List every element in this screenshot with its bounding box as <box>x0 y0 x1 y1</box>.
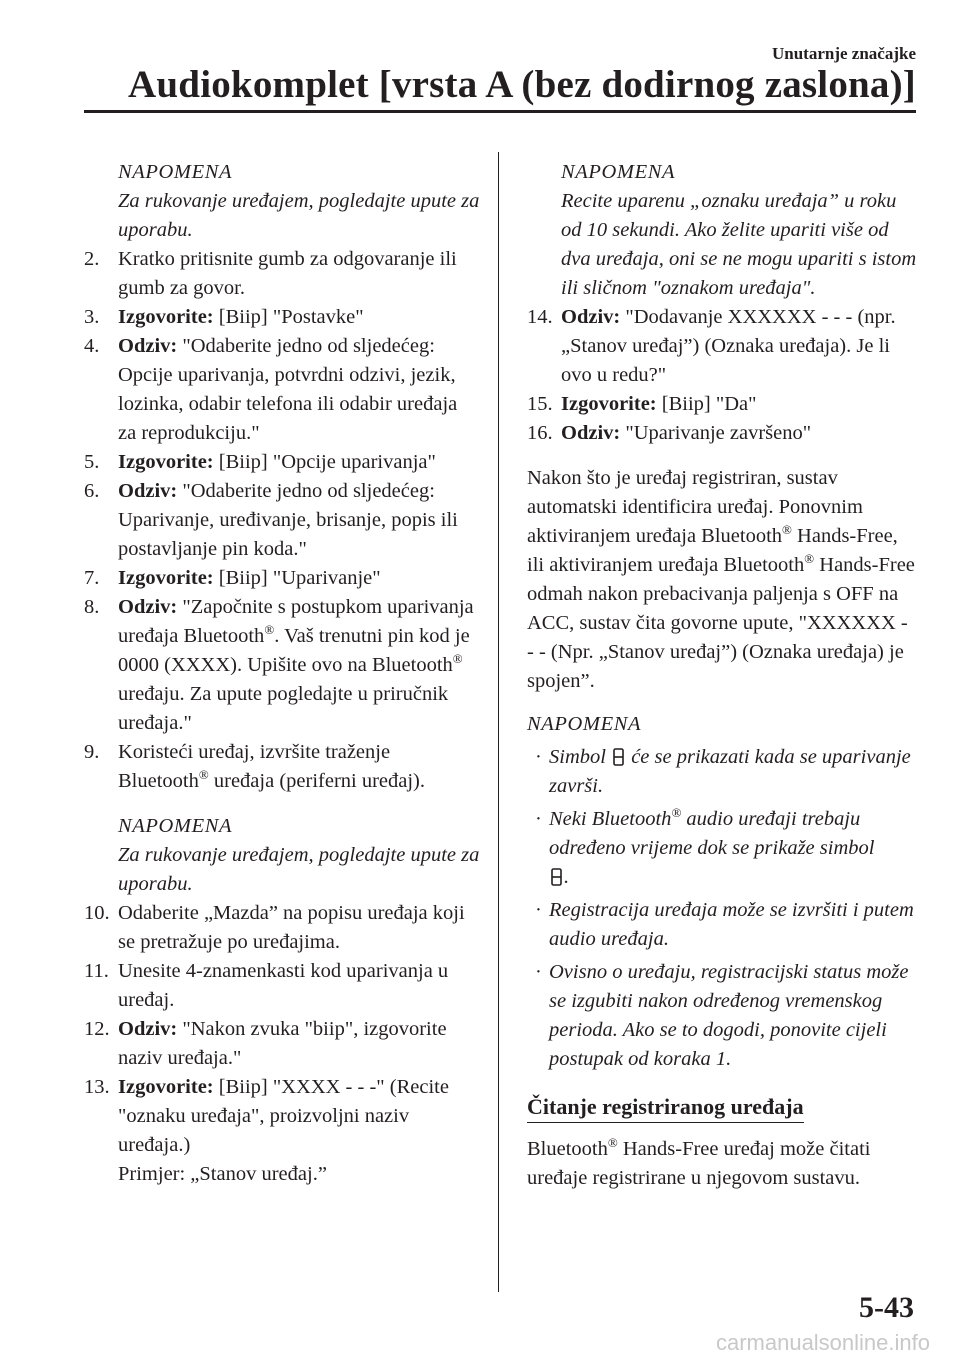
step-number: 2. <box>84 248 100 270</box>
step-item <box>527 390 919 419</box>
step-number: 4. <box>84 335 100 357</box>
paragraph <box>527 464 919 696</box>
header-section: Unutarnje značajke <box>771 44 916 63</box>
step-label: Izgovorite: <box>118 451 214 473</box>
bluetooth-icon <box>613 748 624 766</box>
step-text: Kratko pritisnite gumb za odgovaranje ili gumb za govor. <box>118 248 457 299</box>
step-number: 3. <box>84 306 100 328</box>
section-heading: Čitanje registriranog uređaja <box>527 1092 804 1123</box>
step-item <box>84 564 480 593</box>
bluetooth-icon <box>551 868 562 886</box>
note-text: Za rukovanje uređajem, pogledajte upute za uporabu. <box>118 190 480 241</box>
step-text: Koristeći uređaj, izvršite traženje Bluetooth <box>118 741 391 792</box>
steps-list-b <box>84 899 480 1160</box>
step-number: 12. <box>84 1018 110 1040</box>
registered-mark: ® <box>198 767 209 783</box>
step-label: Odziv: <box>561 306 621 328</box>
step-number: 6. <box>84 480 100 502</box>
step-text: "Dodavanje XXXXXX - - - (npr. „Stanov uređaj”) (Oznaka uređaja). Je li ovo u redu?" <box>561 306 896 386</box>
step-text: "Nakon zvuka "biip", izgovorite naziv uređaja." <box>118 1018 447 1069</box>
registered-mark: ® <box>804 551 815 567</box>
registered-mark: ® <box>452 651 463 667</box>
page-title: Audiokomplet [vrsta A (bez dodirnog zaslona)] <box>128 63 916 106</box>
note-title: NAPOMENA <box>561 161 676 183</box>
watermark: carmanualsonline.info <box>715 1330 930 1355</box>
step-text: [Biip] "Postavke" <box>213 306 364 328</box>
step-number: 15. <box>527 393 553 415</box>
step-number: 10. <box>84 902 110 924</box>
note-block <box>84 158 480 245</box>
step-item <box>84 332 480 448</box>
step-text: "Uparivanje završeno" <box>620 422 812 444</box>
list-item: · Simbol će se prikazati kada se uparivanje završi. <box>535 746 911 797</box>
step-text: uređaju. Za upute pogledajte u priručnik uređaja." <box>118 683 449 734</box>
note-block <box>84 812 480 899</box>
right-column <box>527 158 919 1193</box>
step-number: 11. <box>84 960 109 982</box>
note-text: Recite uparenu „oznaku uređaja” u roku od 10 sekundi. Ako želite upariti više od dva uređaja, oni se ne mogu upariti s istom ili sličnom "oznakom uređaja". <box>561 190 917 299</box>
list-item: · Neki Bluetooth® audio uređaji trebaju određeno vrijeme dok se prikaže simbol . <box>535 805 875 888</box>
step-9 <box>84 738 480 796</box>
step-item <box>84 1073 480 1160</box>
step-item <box>84 957 480 1015</box>
step-number: 7. <box>84 567 100 589</box>
step-number: 9. <box>84 741 100 763</box>
step-item <box>84 245 480 303</box>
left-column <box>84 158 480 1189</box>
step-text: "Odaberite jedno od sljedećeg: Opcije uparivanja, potvrdni odzivi, jezik, lozinka, odabir telefona ili odabir uređaja za reprodukciju." <box>118 335 458 444</box>
step-label: Odziv: <box>118 1018 178 1040</box>
step-text: Odaberite „Mazda” na popisu uređaja koji se pretražuje po uređajima. <box>118 902 465 953</box>
paragraph-text: Hands-Free, ili aktiviranjem uređaja Bluetooth <box>527 525 898 576</box>
paragraph-text: Nakon što je uređaj registriran, sustav automatski identificira uređaj. Ponovnim aktiviranjem uređaja Bluetooth <box>527 467 863 547</box>
steps-list-a <box>84 245 480 593</box>
step-text: Unesite 4-znamenkasti kod uparivanja u uređaj. <box>118 960 449 1011</box>
step-item <box>84 477 480 564</box>
step-item <box>84 448 480 477</box>
note-block <box>527 158 919 303</box>
step-text: "Započnite s postupkom uparivanja uređaja Bluetooth <box>118 596 474 647</box>
step-text: [Biip] "Uparivanje" <box>213 567 381 589</box>
step-number: 5. <box>84 451 100 473</box>
paragraph: Bluetooth® Hands-Free uređaj može čitati uređaje registrirane u njegovom sustavu. <box>527 1135 871 1189</box>
step-number: 16. <box>527 422 553 444</box>
step-text: "Odaberite jedno od sljedećeg: Uparivanje, uređivanje, brisanje, popis ili postavljanje pin koda." <box>118 480 458 560</box>
step-item <box>527 419 919 448</box>
step-text: uređaja (periferni uređaj). <box>208 770 426 792</box>
step-text: [Biip] "XXXX - - -" (Recite "oznaku uređaja", proizvoljni naziv uređaja.) <box>118 1076 449 1156</box>
list-item: · Ovisno o uređaju, registracijski status može se izgubiti nakon određenog vremenskog perioda. Ako se to dogodi, ponovite cijeli postupak od koraka 1. <box>535 961 909 1070</box>
step-text: [Biip] "Opcije uparivanja" <box>213 451 436 473</box>
step-number: 14. <box>527 306 553 328</box>
step-item <box>84 303 480 332</box>
note-title: NAPOMENA <box>118 815 233 837</box>
registered-mark: ® <box>264 622 275 638</box>
registered-mark: ® <box>782 522 792 538</box>
header-rule <box>84 110 916 113</box>
page-number: 5-43 <box>859 1291 914 1324</box>
steps-list-c <box>527 303 919 448</box>
step-8 <box>84 593 480 738</box>
list-item: · Registracija uređaja može se izvršiti i putem audio uređaja. <box>535 899 914 950</box>
step-number: 8. <box>84 596 100 618</box>
step-label: Izgovorite: <box>118 306 214 328</box>
column-divider <box>498 152 499 1292</box>
note-bullets <box>527 743 919 1074</box>
step-label: Izgovorite: <box>118 1076 214 1098</box>
registered-mark: ® <box>607 1135 618 1151</box>
step-item <box>527 303 919 390</box>
step-label: Izgovorite: <box>561 393 657 415</box>
step-label: Odziv: <box>118 335 178 357</box>
step-label: Odziv: <box>118 480 178 502</box>
note-text: Za rukovanje uređajem, pogledajte upute za uporabu. <box>118 844 480 895</box>
step-text: . Vaš trenutni pin kod je 0000 (XXXX). Upišite ovo na Bluetooth <box>118 625 470 676</box>
step-label: Izgovorite: <box>118 567 214 589</box>
step-text: [Biip] "Da" <box>656 393 757 415</box>
paragraph-text: Hands-Free odmah nakon prebacivanja paljenja s OFF na ACC, sustav čita govorne upute, "XXXXXX - - - (Npr. „Stanov uređaj”) (Oznaka uređaja) je spojen”. <box>527 554 915 692</box>
step-13-example: Primjer: „Stanov uređaj.” <box>118 1163 327 1185</box>
step-item <box>84 1015 480 1073</box>
note-heading: NAPOMENA <box>527 713 642 735</box>
registered-mark: ® <box>671 805 682 821</box>
step-label: Odziv: <box>118 596 178 618</box>
step-label: Odziv: <box>561 422 621 444</box>
step-item <box>84 899 480 957</box>
note-title: NAPOMENA <box>118 161 233 183</box>
step-number: 13. <box>84 1076 110 1098</box>
